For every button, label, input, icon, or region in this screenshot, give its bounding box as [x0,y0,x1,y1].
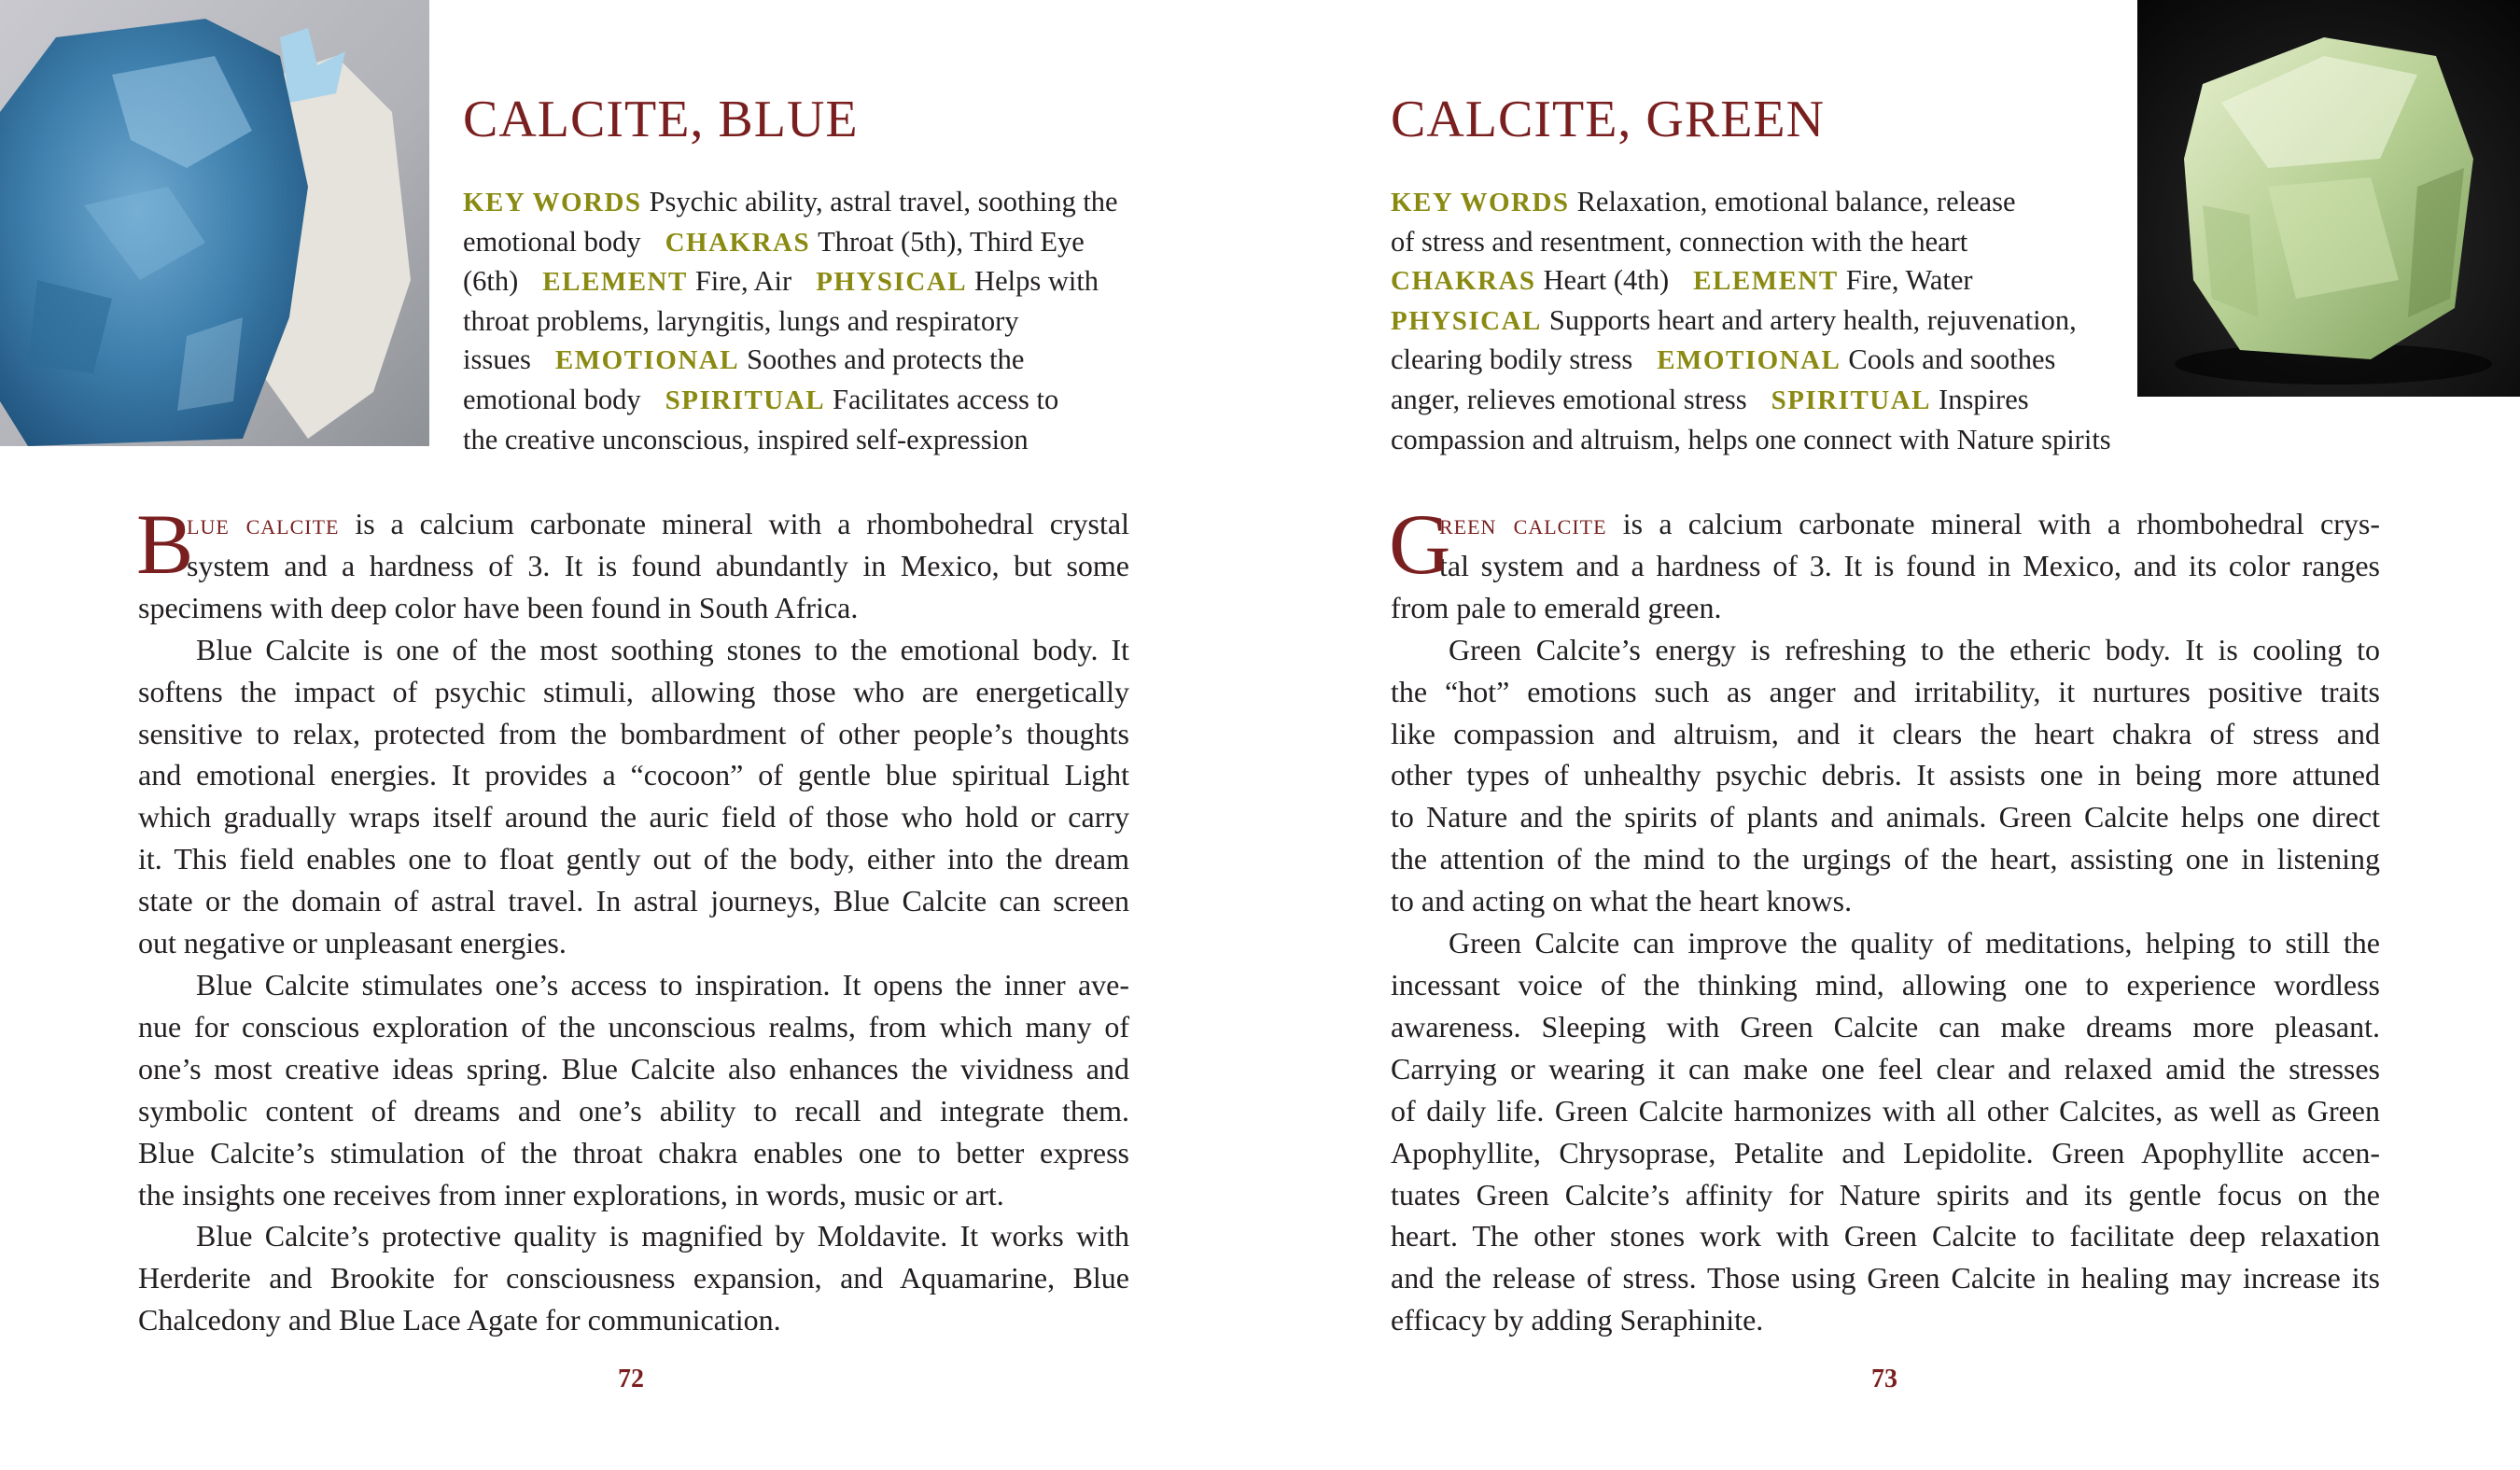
chakras-label: CHAKRAS [665,227,811,258]
blue-calcite-photo [0,0,429,446]
spiritual-label: SPIRITUAL [1771,385,1932,415]
page-number: 72 [618,1365,644,1393]
spiritual-label: SPIRITUAL [665,385,826,415]
right-page [1260,0,2520,1470]
physical-label: PHYSICAL [1391,305,1542,336]
element-label: ELEMENT [1693,266,1839,297]
physical-label: PHYSICAL [816,267,968,298]
emotional-label: EMOTIONAL [554,345,740,376]
key-words-label: KEY WORDS [1391,188,1570,217]
body-text: G reen calcite is a calcium carbonate mineral with a rhombohedral crys- tal system and a hardness of 3. It is found in Mexico, and its color ranges from pale to emerald green. Green Calcite’s energy is refreshing to the etheric body. It is cooling to the “hot” emotions such as anger and irritability, it nurtures positive traits like compassion and altruism, and it clears the heart chakra of stress and other types of unhealthy psychic debris. It assists one in being more attuned to Nature and the spirits of plants and animals. Green Calcite helps one direct the attention of the mind to the urgings of the heart, assisting one in listening to and acting on what the heart knows. Green Calcite can improve the quality of meditations, helping to still the incessant voice of the thinking mind, allowing one to experience wordless awareness. Sleeping with Green Calcite can make dreams more pleasant. Carrying or wearing it can make one feel clear and relaxed amid the stresses of daily life. Green Calcite harmonizes with all other Calcites, as well as Green Apophyllite, Chrysoprase, Petalite and Lepidolite. Green Apophyllite accen- tuates Green Calcite’s affinity for Nature spirits and its gentle focus on the heart. The other stones work with Green Calcite to facilitate deep relaxation and the release of stress. Those using Green Calcite in healing may increase its efficacy by adding Seraphinite. [1389,497,2380,1337]
lead-in: reen calcite [1439,507,1607,540]
page-number: 73 [1871,1365,1897,1393]
properties-block: KEY WORDS Relaxation, emotional balance, release of stress and resentment, connection with the heart CHAKRAS Heart (4th) ELEMENT Fire, Water PHYSICAL Supports heart and artery health, rejuvenation, clearing bodily stress EMOTIONAL Cools and soothes anger, relieves emotional stress SPIRITUAL Inspires compassion and altruism, helps one connect with Nature spirits [1391,186,2111,455]
drop-cap: G [1389,497,1451,592]
page-title: CALCITE, GREEN [1391,91,1826,148]
body-text: B lue calcite is a calcium carbonate mineral with a rhombohedral crystal system and a hardness of 3. It is found abundantly in Mexico, but some specimens with deep color have been found in South Africa. Blue Calcite is one of the most soothing stones to the emotional body. It softens the impact of psychic stimuli, allowing those who are energetically sensitive to relax, protected from the bombardment of other people’s thoughts and emotional energies. It provides a “cocoon” of gentle blue spiritual Light which gradually wraps itself around the auric field of those who hold or carry it. This field enables one to float gently out of the body, either into the dream state or the domain of astral travel. In astral journeys, Blue Calcite can screen out negative or unpleasant energies. Blue Calcite stimulates one’s access to inspiration. It opens the inner ave- nue for conscious exploration of the unconscious realms, from which many of one’s most creative ideas spring. Blue Calcite also enhances the vividness and symbolic content of dreams and one’s ability to recall and integrate them. Blue Calcite’s stimulation of the throat chakra enables one to better express the insights one receives from inner explorations, in words, music or art. Blue Calcite’s protective quality is magnified by Moldavite. It works with Herderite and Brookite for consciousness expansion, and Aquamarine, Blue Chalcedony and Blue Lace Agate for communication. [136,497,1129,1337]
green-calcite-photo [2137,0,2520,397]
properties-block: KEY WORDS Psychic ability, astral travel, soothing the emotional body CHAKRAS Throat (5th), Third Eye (6th) ELEMENT Fire, Air PHYSICAL Helps with throat problems, laryngitis, lungs and respiratory issues EMOTIONAL Soothes and protects the emotional body SPIRITUAL Facilitates access to the creative unconscious, inspired self-expression [463,186,1118,455]
drop-cap: B [136,497,194,592]
lead-in: lue calcite [187,507,340,540]
page-title: CALCITE, BLUE [463,91,859,148]
emotional-label: EMOTIONAL [1657,345,1841,376]
chakras-label: CHAKRAS [1391,266,1536,297]
key-words-label: KEY WORDS [463,188,642,217]
element-label: ELEMENT [542,267,688,298]
